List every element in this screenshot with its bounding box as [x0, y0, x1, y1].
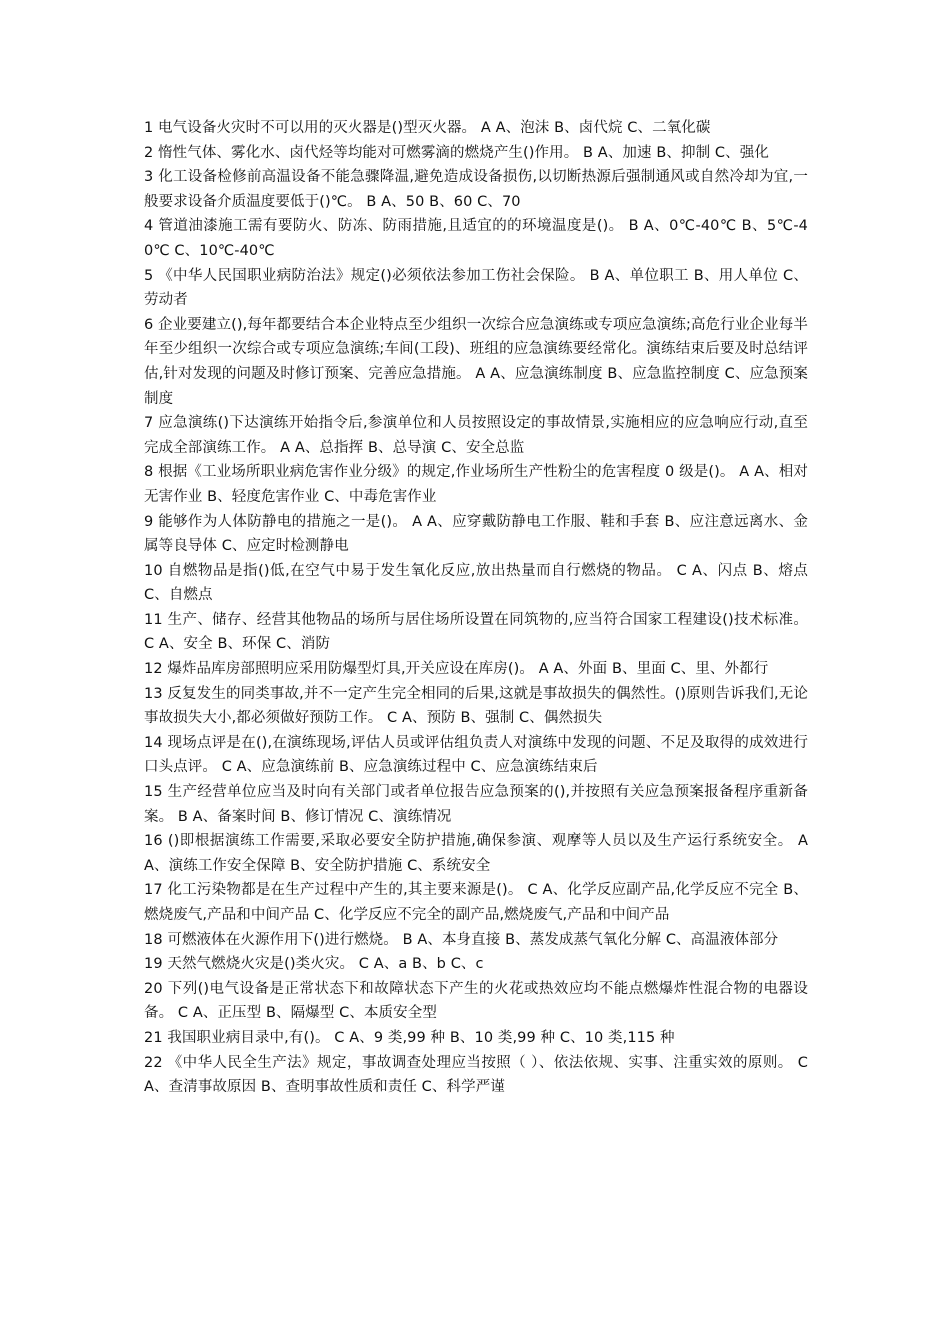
question-item: 18 可燃液体在火源作用下()进行燃烧。 B A、本身直接 B、蒸发成蒸气氧化分解 C、高温液体部分 [144, 931, 779, 948]
question-item: 19 天然气燃烧火灾是()类火灾。 C A、a B、b C、c [144, 956, 484, 973]
question-item: 8 根据《工业场所职业病危害作业分级》的规定,作业场所生产性粉尘的危害程度 0 级是()。 A A、相对无害作业 B、轻度危害作业 C、中毒危害作业 [144, 464, 808, 505]
question-item: 10 自燃物品是指()低,在空气中易于发生氧化反应,放出热量而自行燃烧的物品。 C A、闪点 B、熔点 C、自燃点 [144, 562, 808, 604]
question-item: 15 生产经营单位应当及时向有关部门或者单位报告应急预案的(),并按照有关应急预案报备程序重新备案。 B A、备案时间 B、修订情况 C、演练情况 [144, 784, 808, 825]
question-item: 17 化工污染物都是在生产过程中产生的,其主要来源是()。 C A、化学反应副产品,化学反应不完全 B、燃烧废气,产品和中间产品 C、化学反应不完全的副产品,燃烧废气,产品和中间产品 [144, 882, 808, 923]
question-item: 12 爆炸品库房部照明应采用防爆型灯具,开关应设在库房()。 A A、外面 B、里面 C、里、外都行 [144, 661, 769, 678]
question-item: 1 电气设备火灾时不可以用的灭火器是()型灭火器。 A A、泡沫 B、卤代烷 C、二氧化碳 [144, 120, 711, 136]
question-list [144, 116, 808, 1100]
question-item: 5 《中华人民国职业病防治法》规定()必须依法参加工伤社会保险。 B A、单位职工 B、用人单位 C、劳动者 [144, 267, 808, 309]
question-item: 6 企业要建立(),每年都要结合本企业特点至少组织一次综合应急演练或专项应急演练;高危行业企业每半年至少组织一次综合或专项应急演练;车间(工段)、班组的应急演练要经常化。演练结束后要及时总结评估,针对发现的问题及时修订预案、完善应急措施。 A A、应急演练制度 B、应急监控制度 C、应急预案制度 [144, 316, 808, 407]
question-item: 7 应急演练()下达演练开始指令后,参演单位和人员按照设定的事故情景,实施相应的应急响应行动,直至完成全部演练工作。 A A、总指挥 B、总导演 C、安全总监 [144, 415, 808, 456]
question-item: 11 生产、储存、经营其他物品的场所与居住场所设置在同筑物的,应当符合国家工程建设()技术标准。 C A、安全 B、环保 C、消防 [144, 611, 808, 653]
question-item: 4 管道油漆施工需有要防火、防冻、防雨措施,且适宜的的环境温度是()。 B A、0℃-40℃ B、5℃-40℃ C、10℃-40℃ [144, 218, 808, 259]
question-item: 13 反复发生的同类事故,并不一定产生完全相同的后果,这就是事故损失的偶然性。()原则告诉我们,无论事故损失大小,都必须做好预防工作。 C A、预防 B、强制 C、偶然损失 [144, 685, 808, 727]
question-item: 16 ()即根据演练工作需要,采取必要安全防护措施,确保参演、观摩等人员以及生产运行系统安全。 A A、演练工作安全保障 B、安全防护措施 C、系统安全 [144, 833, 808, 874]
question-item: 22 《中华人民全生产法》规定，事故调查处理应当按照（ ）、依法依规、实事、注重实效的原则。 C A、查清事故原因 B、查明事故性质和责任 C、科学严谨 [144, 1054, 808, 1096]
question-item: 14 现场点评是在(),在演练现场,评估人员或评估组负责人对演练中发现的问题、不足及取得的成效进行口头点评。 C A、应急演练前 B、应急演练过程中 C、应急演练结束后 [144, 734, 808, 776]
question-item: 2 惰性气体、雾化水、卤代烃等均能对可燃雾滴的燃烧产生()作用。 B A、加速 B、抑制 C、强化 [144, 144, 769, 161]
question-item: 21 我国职业病目录中,有()。 C A、9 类,99 种 B、10 类,99 种 C、10 类,115 种 [144, 1029, 675, 1046]
question-item: 9 能够作为人体防静电的措施之一是()。 A A、应穿戴防静电工作服、鞋和手套 B、应注意远离水、金属等良导体 C、应定时检测静电 [144, 513, 808, 555]
question-item: 3 化工设备检修前高温设备不能急骤降温,避免造成设备损伤,以切断热源后强制通风或自然冷却为宜,一般要求设备介质温度要低于()℃。 B A、50 B、60 C、70 [144, 169, 808, 210]
question-item: 20 下列()电气设备是正常状态下和故障状态下产生的火花或热效应均不能点燃爆炸性混合物的电器设备。 C A、正压型 B、隔爆型 C、本质安全型 [144, 980, 808, 1022]
